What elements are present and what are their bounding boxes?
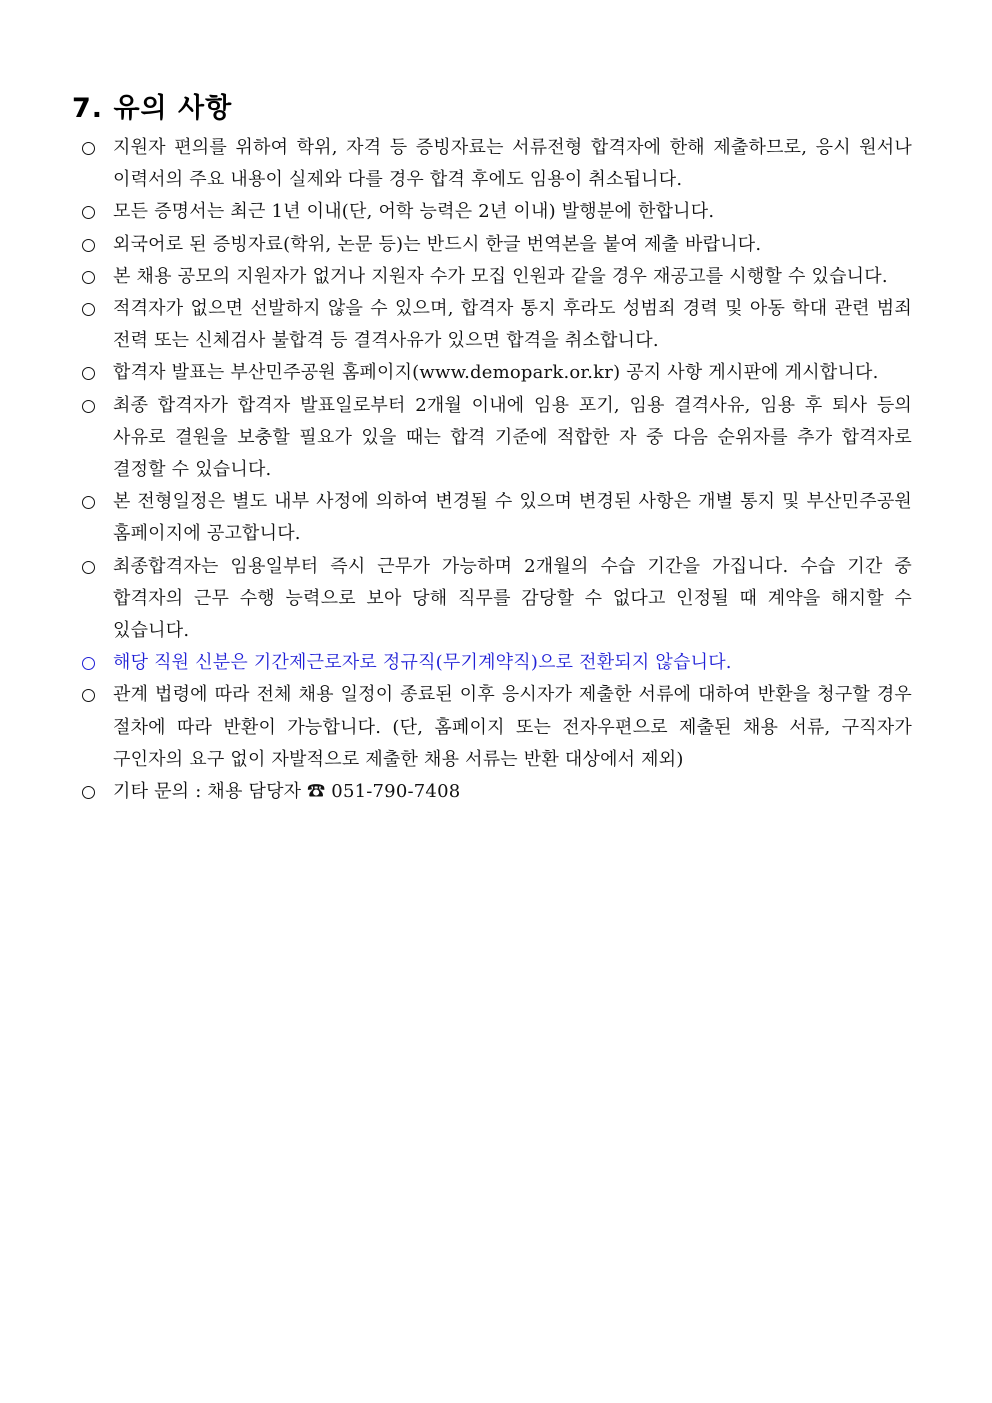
- circle-bullet-icon: [82, 367, 95, 380]
- notice-text: 해당 직원 신분은 기간제근로자로 정규직(무기계약직)으로 전환되지 않습니다.: [113, 652, 732, 674]
- circle-bullet-icon: [82, 142, 95, 155]
- notice-item: [80, 229, 912, 261]
- circle-bullet-icon: [82, 271, 95, 284]
- notice-text: 합격자 발표는 부산민주공원 홈페이지(www.demopark.or.kr) 공지 사항 게시판에 게시합니다.: [113, 362, 879, 384]
- notice-item: [80, 551, 912, 648]
- circle-bullet-icon: [82, 206, 95, 219]
- notice-text: 관계 법령에 따라 전체 채용 일정이 종료된 이후 응시자가 제출한 서류에 대하여 반환을 청구할 경우 절차에 따라 반환이 가능합니다. (단, 홈페이지 또는 전자우편으로 제출된 채용 서류, 구직자가 구인자의 요구 없이 자발적으로 제출한 채용 서류는 반환 대상에서 제외): [113, 684, 912, 770]
- notice-text: 본 채용 공모의 지원자가 없거나 지원자 수가 모집 인원과 같을 경우 재공고를 시행할 수 있습니다.: [113, 265, 888, 287]
- circle-bullet-icon: [82, 561, 95, 574]
- circle-bullet-icon: [82, 239, 95, 252]
- circle-bullet-icon: [82, 400, 95, 413]
- notice-item: [80, 357, 912, 389]
- notice-item: [80, 261, 912, 293]
- notice-text: 모든 증명서는 최근 1년 이내(단, 어학 능력은 2년 이내) 발행분에 한합니다.: [113, 201, 715, 223]
- notice-item: [80, 293, 912, 357]
- notice-item: [80, 679, 912, 776]
- notice-item: [80, 196, 912, 228]
- section-title: 7. 유의 사항: [72, 93, 233, 124]
- notice-text: 최종합격자는 임용일부터 즉시 근무가 가능하며 2개월의 수습 기간을 가집니다. 수습 기간 중 합격자의 근무 수행 능력으로 보아 당해 직무를 감당할 수 없다고 인정될 때 계약을 해지할 수 있습니다.: [113, 555, 912, 642]
- circle-bullet-icon: [82, 657, 95, 670]
- notice-text: 기타 문의 : 채용 담당자 ☎ 051-790-7408: [113, 781, 461, 803]
- notice-text: 지원자 편의를 위하여 학위, 자격 등 증빙자료는 서류전형 합격자에 한해 제출하므로, 응시 원서나 이력서의 주요 내용이 실제와 다를 경우 합격 후에도 임용이 취소됩니다.: [113, 137, 912, 191]
- notice-item-highlighted: [80, 647, 912, 679]
- notice-text: 적격자가 없으면 선발하지 않을 수 있으며, 합격자 통지 후라도 성범죄 경력 및 아동 학대 관련 범죄 전력 또는 신체검사 불합격 등 결격사유가 있으면 합격을 취소합니다.: [113, 298, 912, 352]
- notice-item: [80, 486, 912, 550]
- notice-item-contact: [80, 776, 912, 808]
- notice-list: [80, 132, 912, 808]
- notice-text: 최종 합격자가 합격자 발표일로부터 2개월 이내에 임용 포기, 임용 결격사유, 임용 후 퇴사 등의 사유로 결원을 보충할 필요가 있을 때는 합격 기준에 적합한 자 중 다음 순위자를 추가 합격자로 결정할 수 있습니다.: [113, 394, 912, 481]
- notice-text: 본 전형일정은 별도 내부 사정에 의하여 변경될 수 있으며 변경된 사항은 개별 통지 및 부산민주공원 홈페이지에 공고합니다.: [113, 491, 912, 545]
- circle-bullet-icon: [82, 496, 95, 509]
- notice-text: 외국어로 된 증빙자료(학위, 논문 등)는 반드시 한글 번역본을 붙여 제출 바랍니다.: [113, 233, 762, 255]
- circle-bullet-icon: [82, 786, 95, 799]
- notice-item: [80, 390, 912, 487]
- circle-bullet-icon: [82, 689, 95, 702]
- circle-bullet-icon: [82, 303, 95, 316]
- notice-item: [80, 132, 912, 196]
